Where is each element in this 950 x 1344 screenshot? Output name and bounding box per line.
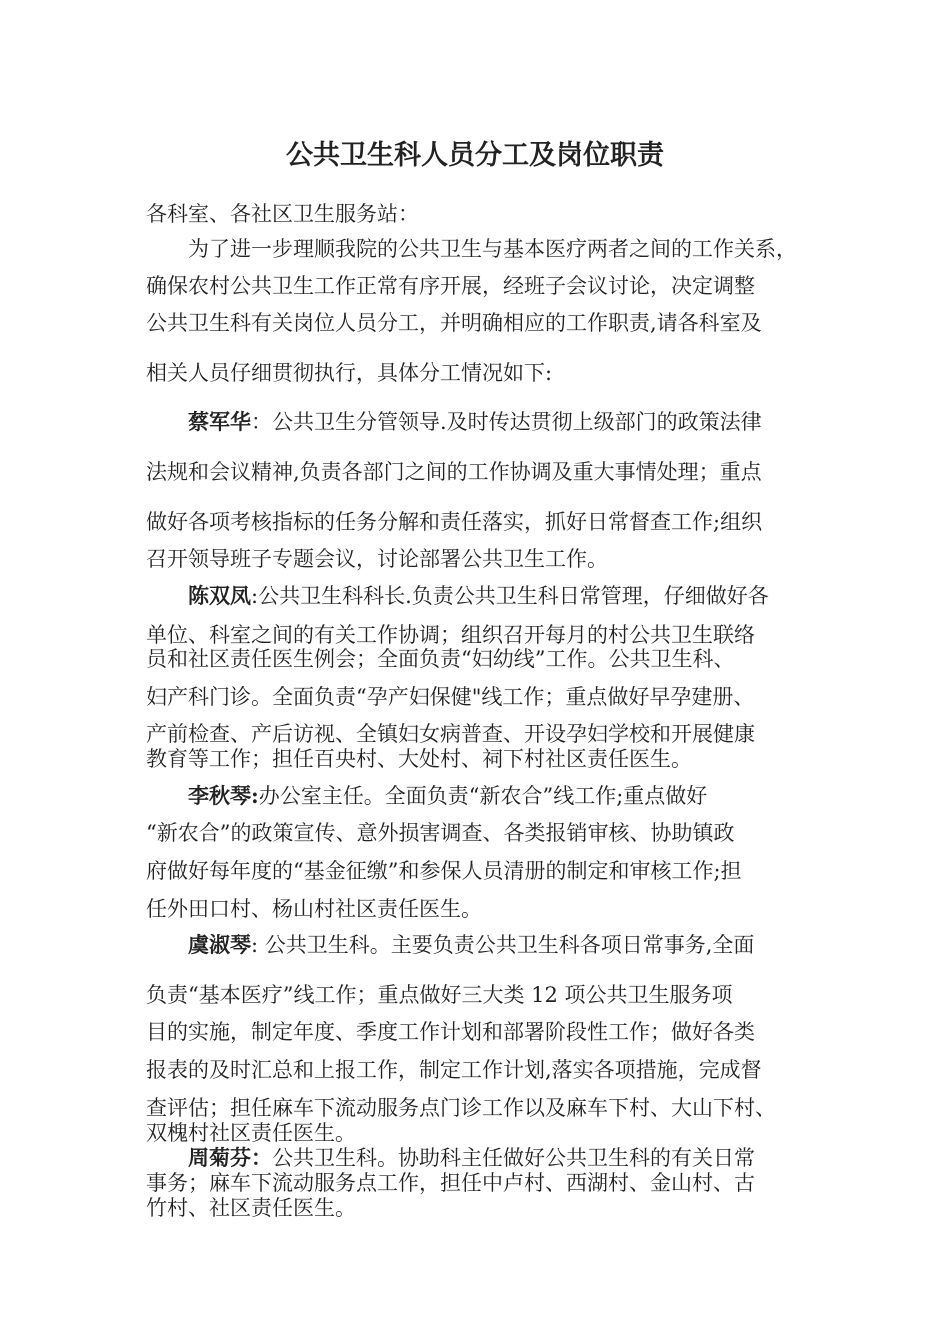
- intro-line: 公共卫生科有关岗位人员分工，并明确相应的工作职责,请各科室及: [146, 311, 762, 335]
- section-text: :公共卫生科科长.负责公共卫生科日常管理，仔细做好各: [251, 584, 769, 608]
- section-line: 目的实施，制定年度、季度工作计划和部署阶段性工作；做好各类: [146, 1020, 755, 1044]
- section-line: “新农合”的政策宣传、意外损害调查、各类报销审核、协助镇政: [146, 821, 735, 845]
- section-line: 负责“基本医疗”线工作；重点做好三大类 12 项公共卫生服务项: [146, 983, 733, 1007]
- section-text: 公共卫生科。协助科主任做好公共卫生科的有关日常: [272, 1146, 755, 1170]
- section-line: 做好各项考核指标的任务分解和责任落实，抓好日常督查工作;组织: [146, 510, 763, 534]
- intro-line: 相关人员仔细贯彻执行，具体分工情况如下:: [146, 361, 553, 385]
- section-line: 产前检查、产后访视、全镇妇女病普查、开设孕妇学校和开展健康: [146, 722, 755, 746]
- staff-name: 虞淑琴: [188, 932, 251, 957]
- section-line: 报表的及时汇总和上报工作，制定工作计划,落实各项措施，完成督: [146, 1058, 762, 1082]
- staff-name: 蔡军华: [188, 409, 251, 434]
- section-line: 查评估；担任麻车下流动服务点门诊工作以及麻车下村、大山下村、: [146, 1096, 776, 1120]
- section-line: 府做好每年度的“基金征缴”和参保人员清册的制定和审核工作;担: [146, 859, 742, 883]
- page-title: 公共卫生科人员分工及岗位职责: [286, 140, 664, 171]
- section-line: 召开领导班子专题会议，讨论部署公共卫生工作。: [146, 547, 608, 571]
- staff-name: 周菊芬：: [188, 1145, 272, 1170]
- section-first-line: [188, 930, 754, 960]
- section-first-line: [188, 581, 769, 611]
- section-line: 妇产科门诊。全面负责“孕产妇保健"线工作；重点做好早孕建册、: [146, 685, 755, 709]
- section-line: 竹村、社区责任医生。: [146, 1196, 356, 1220]
- section-text: : 公共卫生科。主要负责公共卫生科各项日常事务,全面: [251, 933, 755, 957]
- section-line: 单位、科室之间的有关工作协调；组织召开每月的村公共卫生联络: [146, 623, 755, 647]
- section-text: ：公共卫生分管领导.及时传达贯彻上级部门的政策法律: [251, 410, 762, 434]
- section-line: 教育等工作；担任百央村、大处村、祠下村社区责任医生。: [146, 747, 692, 771]
- section-line: 员和社区责任医生例会；全面负责“妇幼线”工作。公共卫生科、: [146, 647, 735, 671]
- intro-line: 为了进一步理顺我院的公共卫生与基本医疗两者之间的工作关系，: [188, 237, 797, 261]
- salutation: 各科室、各社区卫生服务站：: [146, 202, 419, 226]
- section-line: 法规和会议精神,负责各部门之间的工作协调及重大事情处理；重点: [146, 460, 762, 484]
- staff-name: 陈双凤: [188, 583, 251, 608]
- section-first-line: [188, 781, 707, 811]
- section-first-line: [188, 407, 762, 437]
- intro-line: 确保农村公共卫生工作正常有序开展，经班子会议讨论，决定调整: [146, 274, 755, 298]
- section-text: 办公室主任。全面负责“新农合”线工作;重点做好: [258, 784, 708, 808]
- staff-name: 李秋琴:: [188, 783, 259, 808]
- section-line: 任外田口村、杨山村社区责任医生。: [146, 897, 482, 921]
- section-line: 事务；麻车下流动服务点工作，担任中卢村、西湖村、金山村、古: [146, 1171, 755, 1195]
- section-line: 双槐村社区责任医生。: [146, 1121, 356, 1145]
